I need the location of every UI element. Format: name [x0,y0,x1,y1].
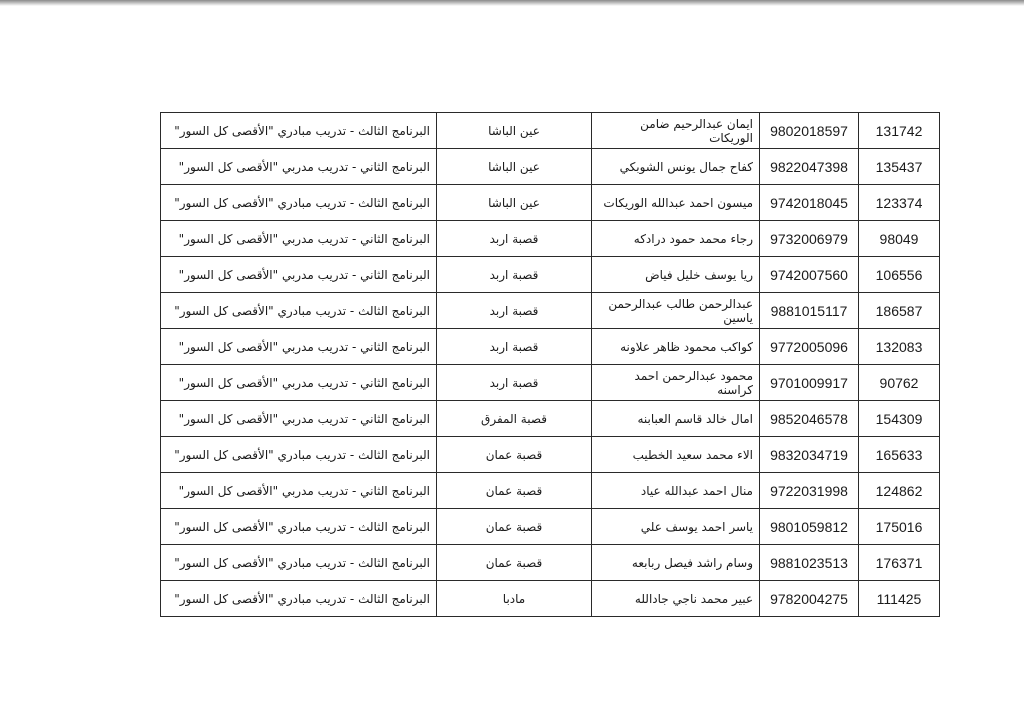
table-row [161,437,940,473]
national-id-cell: 9802018597 [760,113,859,149]
table-row [161,185,940,221]
national-id-cell: 9881023513 [760,545,859,581]
name-cell: ياسر احمد يوسف علي [592,509,760,545]
program-cell: البرنامج الثاني - تدريب مدربي "الأقصى كل السور" [161,365,437,401]
table-row [161,149,940,185]
name-cell: كواكب محمود ظاهر علاونه [592,329,760,365]
region-cell: قصبة اربد [437,365,592,401]
region-cell: قصبة عمان [437,437,592,473]
application-number-cell: 111425 [859,581,940,617]
table-row [161,581,940,617]
program-cell: البرنامج الثالث - تدريب مبادري "الأقصى كل السور" [161,509,437,545]
table-row [161,509,940,545]
region-cell: عين الباشا [437,113,592,149]
region-cell: قصبة اربد [437,293,592,329]
table-row [161,257,940,293]
region-cell: عين الباشا [437,149,592,185]
name-cell: منال احمد عبدالله عياد [592,473,760,509]
application-number-cell: 90762 [859,365,940,401]
name-cell: رجاء محمد حمود درادكه [592,221,760,257]
region-cell: قصبة عمان [437,545,592,581]
name-cell: عبير محمد ناجي جادالله [592,581,760,617]
program-cell: البرنامج الثاني - تدريب مدربي "الأقصى كل السور" [161,149,437,185]
application-number-cell: 175016 [859,509,940,545]
national-id-cell: 9822047398 [760,149,859,185]
name-cell: ميسون احمد عبدالله الوريكات [592,185,760,221]
application-number-cell: 98049 [859,221,940,257]
application-number-cell: 154309 [859,401,940,437]
region-cell: قصبة المفرق [437,401,592,437]
program-cell: البرنامج الثالث - تدريب مبادري "الأقصى كل السور" [161,545,437,581]
national-id-cell: 9701009917 [760,365,859,401]
table-row [161,473,940,509]
application-number-cell: 186587 [859,293,940,329]
program-cell: البرنامج الثاني - تدريب مدربي "الأقصى كل السور" [161,329,437,365]
region-cell: قصبة اربد [437,221,592,257]
program-cell: البرنامج الثاني - تدريب مدربي "الأقصى كل السور" [161,473,437,509]
table-row [161,221,940,257]
table-row [161,401,940,437]
participants-table-body [161,113,940,617]
region-cell: مادبا [437,581,592,617]
table-row [161,545,940,581]
national-id-cell: 9881015117 [760,293,859,329]
program-cell: البرنامج الثالث - تدريب مبادري "الأقصى كل السور" [161,437,437,473]
program-cell: البرنامج الثاني - تدريب مدربي "الأقصى كل السور" [161,221,437,257]
application-number-cell: 131742 [859,113,940,149]
national-id-cell: 9782004275 [760,581,859,617]
national-id-cell: 9832034719 [760,437,859,473]
name-cell: كفاح جمال يونس الشوبكي [592,149,760,185]
national-id-cell: 9772005096 [760,329,859,365]
participants-table [160,112,940,617]
name-cell: امال خالد قاسم العبابنه [592,401,760,437]
application-number-cell: 124862 [859,473,940,509]
application-number-cell: 135437 [859,149,940,185]
national-id-cell: 9742018045 [760,185,859,221]
program-cell: البرنامج الثالث - تدريب مبادري "الأقصى كل السور" [161,113,437,149]
program-cell: البرنامج الثالث - تدريب مبادري "الأقصى كل السور" [161,581,437,617]
application-number-cell: 165633 [859,437,940,473]
name-cell: ايمان عبدالرحيم ضامن الوريكات [592,113,760,149]
application-number-cell: 123374 [859,185,940,221]
name-cell: الاء محمد سعيد الخطيب [592,437,760,473]
application-number-cell: 106556 [859,257,940,293]
program-cell: البرنامج الثالث - تدريب مبادري "الأقصى كل السور" [161,185,437,221]
national-id-cell: 9801059812 [760,509,859,545]
region-cell: قصبة اربد [437,329,592,365]
national-id-cell: 9852046578 [760,401,859,437]
scan-edge [0,0,1024,6]
table-row [161,329,940,365]
program-cell: البرنامج الثاني - تدريب مدربي "الأقصى كل السور" [161,257,437,293]
national-id-cell: 9722031998 [760,473,859,509]
region-cell: قصبة عمان [437,509,592,545]
application-number-cell: 176371 [859,545,940,581]
name-cell: محمود عبدالرحمن احمد كراسنه [592,365,760,401]
name-cell: وسام راشد فيصل ربابعه [592,545,760,581]
document-page [160,112,923,617]
national-id-cell: 9742007560 [760,257,859,293]
national-id-cell: 9732006979 [760,221,859,257]
region-cell: قصبة عمان [437,473,592,509]
program-cell: البرنامج الثاني - تدريب مدربي "الأقصى كل السور" [161,401,437,437]
table-row [161,293,940,329]
name-cell: ريا يوسف خليل فياض [592,257,760,293]
name-cell: عبدالرحمن طالب عبدالرحمن ياسين [592,293,760,329]
application-number-cell: 132083 [859,329,940,365]
program-cell: البرنامج الثالث - تدريب مبادري "الأقصى كل السور" [161,293,437,329]
region-cell: قصبة اربد [437,257,592,293]
table-row [161,113,940,149]
region-cell: عين الباشا [437,185,592,221]
table-row [161,365,940,401]
